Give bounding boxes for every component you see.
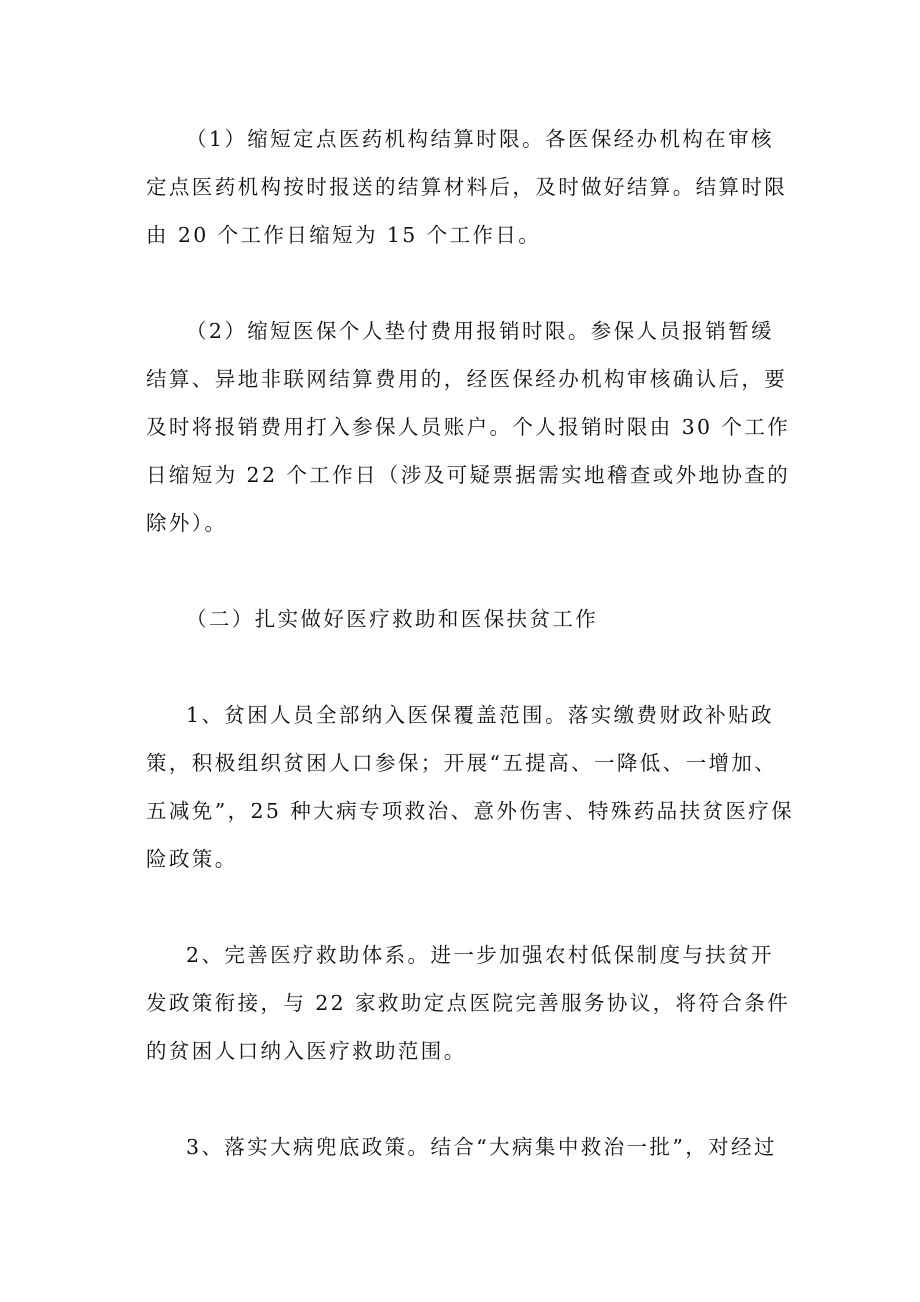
text-line: 的贫困人口纳入医疗救助范围。 [146, 1039, 467, 1063]
paragraph-medical-assistance [146, 931, 791, 1075]
text-line: 由 20 个工作日缩短为 15 个工作日。 [146, 223, 542, 247]
text-line: 1、贫困人员全部纳入医保覆盖范围。落实缴费财政补贴政 [186, 703, 774, 727]
text-line: 除外）。 [146, 511, 228, 535]
text-line: 及时将报销费用打入参保人员账户。个人报销时限由 30 个工作 [146, 415, 791, 439]
text-line: 结算、异地非联网结算费用的，经医保经办机构审核确认后，要 [146, 367, 788, 391]
paragraph-insurance-coverage [146, 691, 795, 883]
text-line: 策，积极组织贫困人口参保；开展“五提高、一降低、一增加、 [146, 751, 778, 775]
text-line: （2）缩短医保个人垫付费用报销时限。参保人员报销暂缓 [186, 319, 774, 343]
paragraph-settlement-time-limit [146, 115, 786, 259]
text-line: 日缩短为 22 个工作日（涉及可疑票据需实地稽查或外地协查的 [146, 463, 791, 487]
text-line: 2、完善医疗救助体系。进一步加强农村低保制度与扶贫开 [186, 943, 774, 967]
paragraph-serious-illness-policy [146, 1123, 786, 1171]
text-line: 发政策衔接，与 22 家救助定点医院完善服务协议，将符合条件 [146, 991, 791, 1015]
text-line: 五减免”，25 种大病专项救治、意外伤害、特殊药品扶贫医疗保 [146, 799, 795, 823]
text-line: 3、落实大病兜底政策。结合“大病集中救治一批”，对经过 [186, 1135, 777, 1159]
text-line: （1）缩短定点医药机构结算时限。各医保经办机构在审核 [186, 127, 774, 151]
text-line: 定点医药机构按时报送的结算材料后，及时做好结算。结算时限 [146, 175, 788, 199]
text-line: （二）扎实做好医疗救助和医保扶贫工作 [186, 607, 599, 631]
section-heading [146, 595, 786, 643]
text-line: 险政策。 [146, 847, 238, 871]
paragraph-reimbursement-time-limit [146, 307, 791, 547]
